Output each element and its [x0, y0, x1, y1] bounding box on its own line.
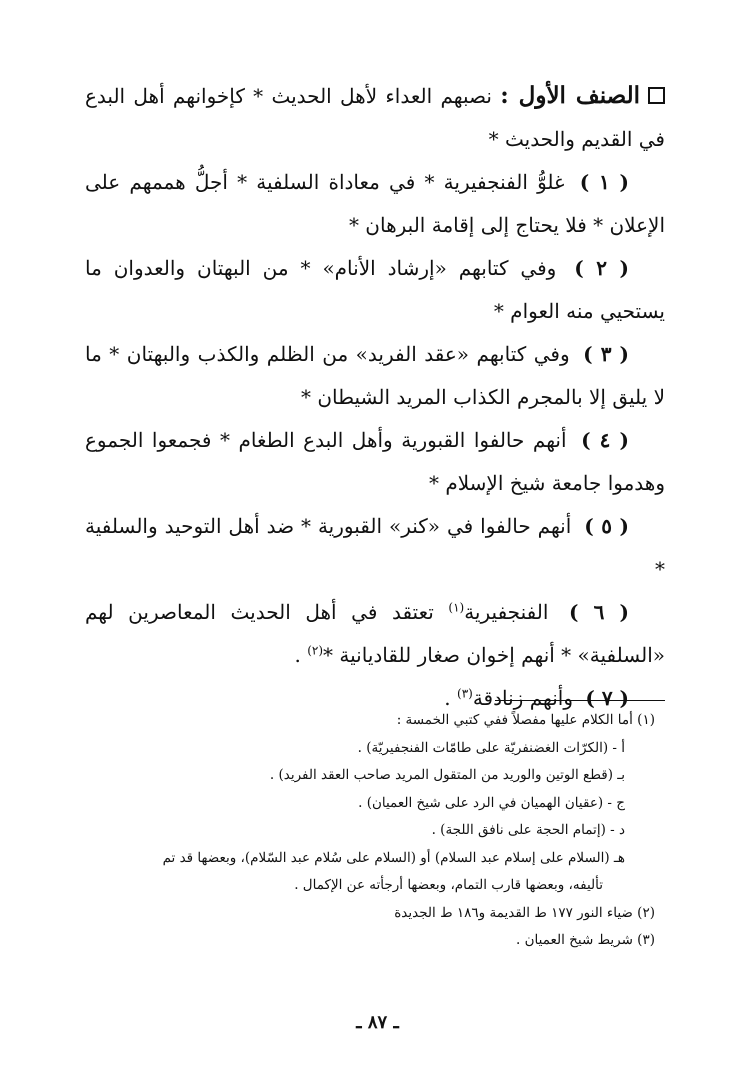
- footnote-2: (٢) ضياء النور ١٧٧ ط القديمة و١٨٦ ط الجديدة: [394, 904, 655, 921]
- paragraph-1: [85, 161, 665, 247]
- footnote-1-item-c: ج - (عقيان الهميان في الرد على شيخ العميان) .: [358, 794, 625, 811]
- item-number: ( ٢ ): [574, 256, 629, 280]
- main-text: [85, 74, 665, 720]
- footnote-1-item-b: بـ (قطع الوتين والوريد من المتقول المريد صاحب العقد الفريد) .: [269, 767, 625, 783]
- footnote-1-item-e-continued: تأليفه، وبعضها قارب التمام، وبعضها أرجأته عن الإكمال .: [294, 877, 603, 893]
- paragraph-tail: .: [294, 643, 308, 667]
- paragraph-text: وأنهم زنادقة: [472, 686, 574, 710]
- paragraph-tail: .: [444, 686, 457, 710]
- heading-text: نصبهم العداء لأهل الحديث * كإخوانهم أهل البدع في القديم والحديث *: [85, 84, 665, 151]
- item-number: ( ٦ ): [568, 600, 629, 624]
- footnote-ref-3[interactable]: (٣): [457, 686, 473, 701]
- item-number: ( ٥ ): [584, 514, 630, 538]
- item-number: ( ٤ ): [581, 428, 629, 452]
- footnote-3: (٣) شريط شيخ العميان .: [516, 932, 655, 948]
- paragraph-text: وفي كتابهم «عقد الفريد» من الظلم والكذب والبهتان * ما لا يليق إلا بالمجرم الكذاب المريد الشيطان *: [85, 342, 665, 409]
- paragraph-2: [85, 247, 665, 333]
- paragraph-3: [85, 333, 665, 419]
- item-number: ( ١ ): [579, 170, 629, 194]
- footnote-divider: [495, 700, 665, 701]
- paragraph-text: الفنجفيرية: [464, 600, 549, 624]
- footnote-1-item-a: أ - (الكرّات الغضنفريّة على طامّات الفنجفيريّة) .: [357, 739, 625, 756]
- paragraph-6: [85, 591, 665, 677]
- square-bullet-icon: [648, 87, 665, 104]
- paragraph-text: أنهم حالفوا القبورية وأهل البدع الطغام * فجمعوا الجموع وهدموا جامعة شيخ الإسلام *: [85, 428, 665, 495]
- footnotes: [70, 707, 655, 955]
- paragraph-text: غلوُّ الفنجفيرية * في معاداة السلفية * أجلُّ هممهم على الإعلان * فلا يحتاج إلى إقامة البرهان *: [85, 170, 665, 237]
- item-number: ( ٧ ): [585, 686, 629, 710]
- footnote-1: (١) أما الكلام عليها مفصلاً ففي كتبي الخمسة :: [396, 712, 655, 728]
- paragraph-text: وفي كتابهم «إرشاد الأنام» * من البهتان والعدوان ما يستحيي منه العوام *: [85, 256, 665, 323]
- paragraph-4: [85, 419, 665, 505]
- footnote-ref-2[interactable]: (٢): [307, 643, 324, 658]
- section-heading: [85, 74, 665, 161]
- footnote-ref-1[interactable]: (١): [448, 600, 465, 615]
- item-number: ( ٣ ): [583, 342, 630, 366]
- paragraph-text-continued: تعتقد في أهل الحديث المعاصرين لهم «السلفية» * أنهم إخوان صغار للقاديانية *: [85, 600, 665, 667]
- heading-label: الصنف الأول :: [500, 82, 640, 109]
- paragraph-text: أنهم حالفوا في «كنر» القبورية * ضد أهل التوحيد والسلفية *: [85, 514, 665, 581]
- footnote-1-item-e: هـ (السلام على إسلام عبد السلام) أو (السلام على سُلام عبد السّلام)، وبعضها قد تم: [162, 849, 625, 866]
- footnote-1-item-d: د - (إتمام الحجة على نافق اللجة) .: [431, 822, 625, 838]
- paragraph-5: [85, 505, 665, 591]
- page-number: ـ ٨٧ ـ: [356, 1012, 399, 1033]
